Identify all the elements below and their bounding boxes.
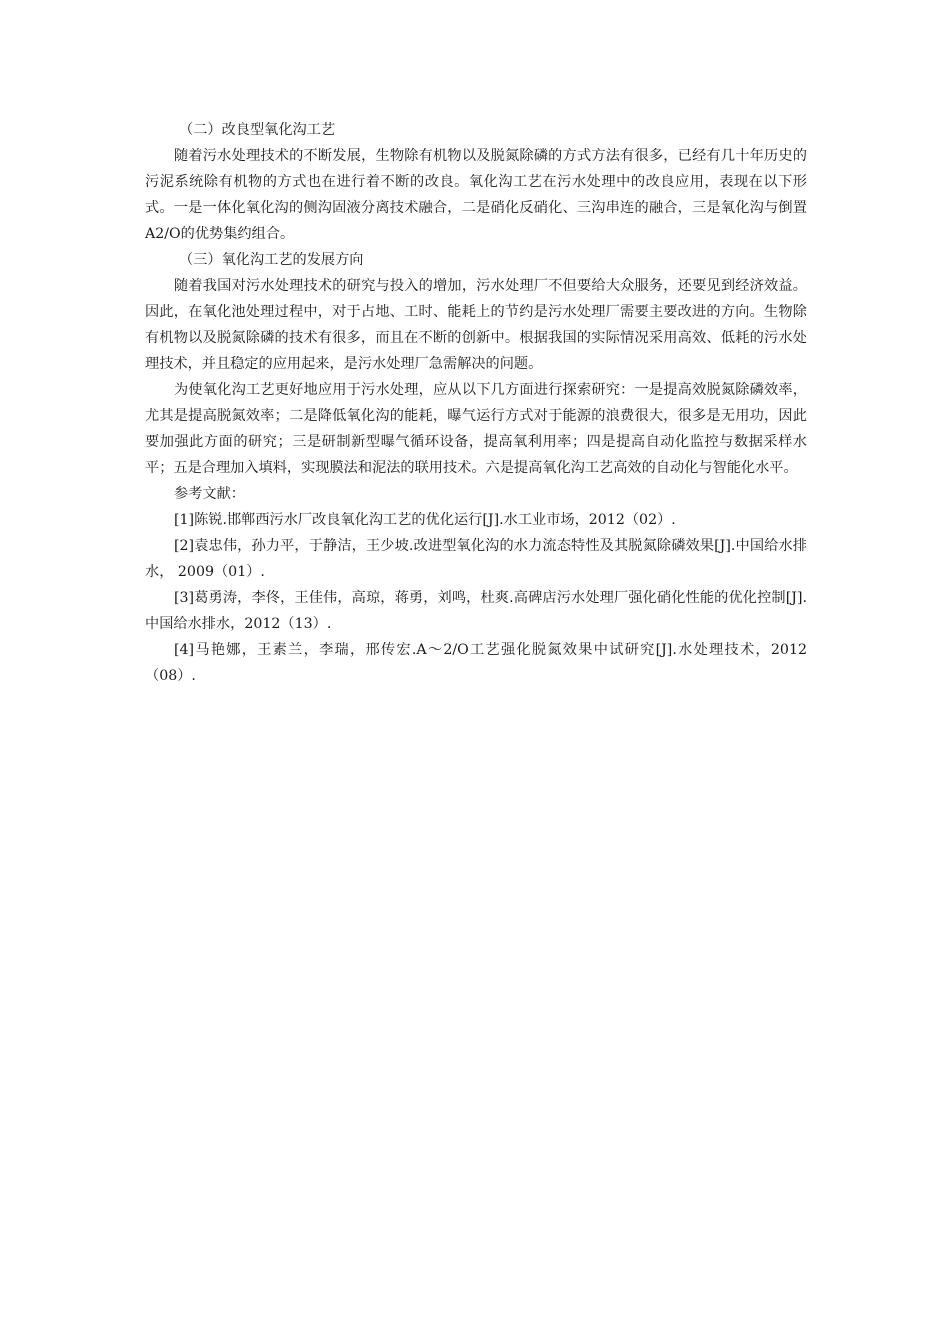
paragraph-development-1: 随着我国对污水处理技术的研究与投入的增加，污水处理厂不但要给大众服务，还要见到经济效益。因此，在氧化池处理过程中，对于占地、工时、能耗上的节约是污水处理厂需要主要改进的方向。生物除有机物以及脱氮除磷的技术有很多，而且在不断的创新中。根据我国的实际情况采用高效、低耗的污水处理技术，并且稳定的应用起来，是污水处理厂急需解决的问题。	[145, 278, 807, 372]
section-heading-development-direction: （三）氧化沟工艺的发展方向	[179, 252, 364, 268]
section-heading-improved-oxidation-ditch: （二）改良型氧化沟工艺	[179, 122, 336, 138]
reference-item: [1]陈锐.邯郸西污水厂改良氧化沟工艺的优化运行[J].水工业市场，2012（02）.	[174, 512, 676, 528]
references-title: 参考文献：	[174, 486, 245, 502]
reference-item: [2]袁忠伟，孙力平，于静洁，王少坡.改进型氧化沟的水力流态特性及其脱氮除磷效果[J].中国给水排水， 2009（01）.	[145, 538, 807, 580]
paragraph-improved-process: 随着污水处理技术的不断发展，生物除有机物以及脱氮除磷的方式方法有很多，已经有几十年历史的污泥系统除有机物的方式也在进行着不断的改良。氧化沟工艺在污水处理中的改良应用，表现在以下形式。一是一体化氧化沟的侧沟固液分离技术融合，二是硝化反硝化、三沟串连的融合，三是氧化沟与倒置A2/O的优势集约组合。	[145, 148, 807, 242]
paragraph-development-2: 为使氧化沟工艺更好地应用于污水处理，应从以下几方面进行探索研究：一是提高效脱氮除磷效率，尤其是提高脱氮效率；二是降低氧化沟的能耗，曝气运行方式对于能源的浪费很大，很多是无用功，因此要加强此方面的研究；三是研制新型曝气循环设备，提高氧利用率；四是提高自动化监控与数据采样水平；五是合理加入填料，实现膜法和泥法的联用技术。六是提高氧化沟工艺高效的自动化与智能化水平。	[145, 382, 807, 476]
reference-item: [3]葛勇涛，李佟，王佳伟，高琼，蒋勇，刘鸣，杜爽.高碑店污水处理厂强化硝化性能的优化控制[J].中国给水排水，2012（13）.	[145, 590, 807, 632]
reference-item: [4]马艳娜，王素兰，李瑞，邢传宏.A～2/O工艺强化脱氮效果中试研究[J].水处理技术，2012（08）.	[145, 642, 807, 684]
document-body	[145, 117, 807, 689]
